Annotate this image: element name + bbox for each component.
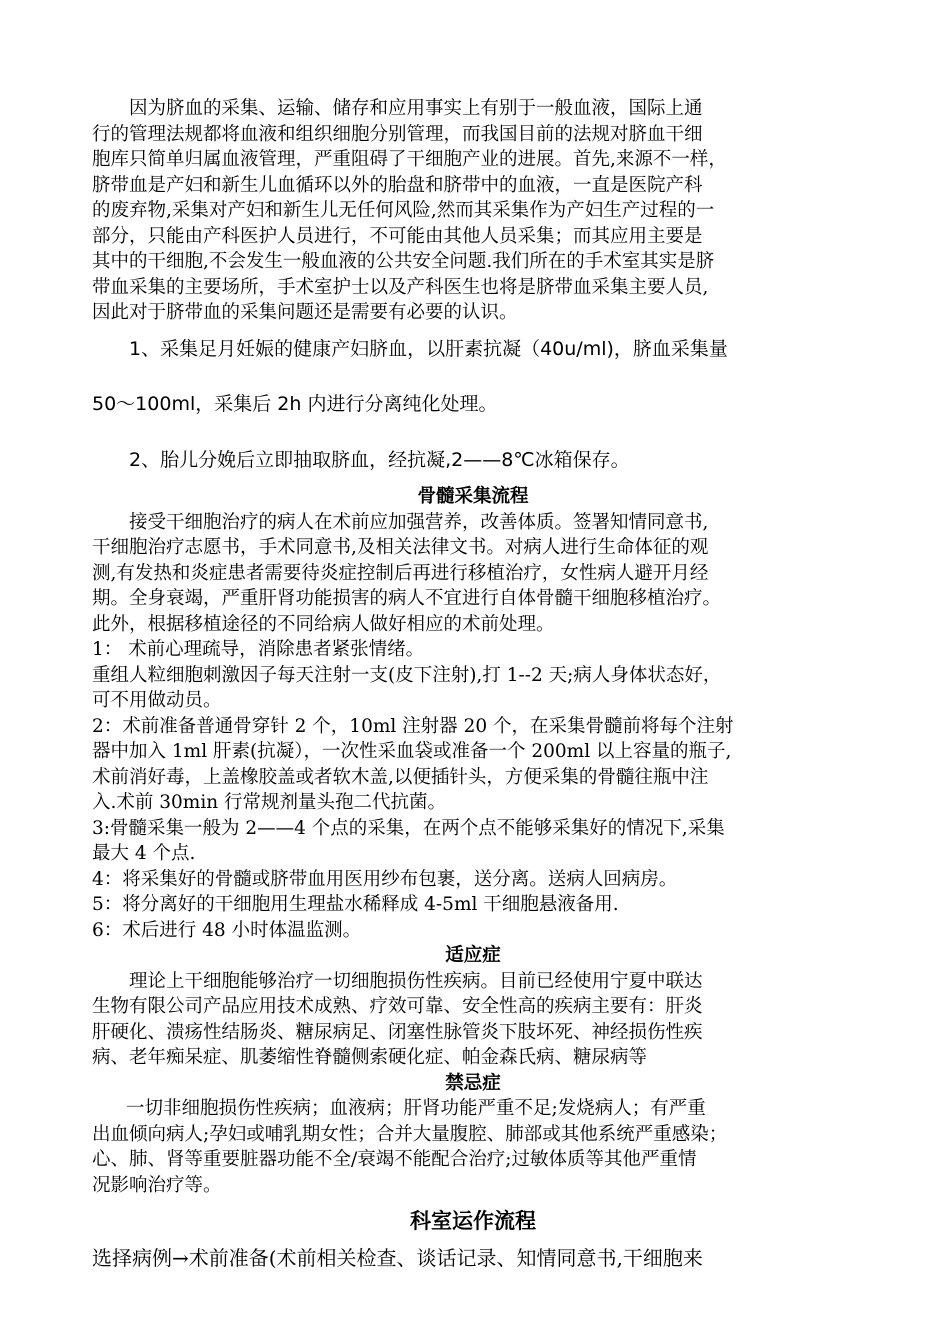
text-line: 肝硬化、溃疡性结肠炎、糖尿病足、闭塞性脉管炎下肢坏死、神经损伤性疾 <box>92 1021 703 1043</box>
text-line: 因为脐血的采集、运输、储存和应用事实上有别于一般血液，国际上通 <box>129 98 703 119</box>
step-line: 入.术前 30min 行常规剂量头孢二代抗菌。 <box>92 792 447 813</box>
step-line: 可不用做动员。 <box>92 690 222 711</box>
bone-marrow-paragraph <box>92 510 854 638</box>
text-line: 接受干细胞治疗的病人在术前应加强营养，改善体质。签署知情同意书, <box>129 511 709 533</box>
text-line: 理论上干细胞能够治疗一切细胞损伤性疾病。目前已经使用宁夏中联达 <box>129 970 703 992</box>
text-line: 况影响治疗等。 <box>92 1174 222 1196</box>
contraindications-paragraph <box>92 1096 854 1198</box>
text-line: 其中的干细胞,不会发生一般血液的公共安全问题.我们所在的手术室其实是脐 <box>92 251 715 272</box>
bone-marrow-steps <box>92 637 854 943</box>
text-line: 脐带血是产妇和新生儿血循环以外的胎盘和脐带中的血液，一直是医院产科 <box>92 174 703 196</box>
text-line: 胞库只简单归属血液管理，严重阻碍了干细胞产业的进展。首先,来源不一样， <box>92 149 727 170</box>
workflow-line: 选择病例→术前准备(术前相关检查、谈话记录、知情同意书,干细胞来 <box>92 1245 703 1270</box>
step-line: 6：术后进行 48 小时体温监测。 <box>92 919 362 941</box>
text-line: 因此对于脐带血的采集问题还是需要有必要的认识。 <box>92 302 518 323</box>
text-line: 期。全身衰竭，严重肝肾功能损害的病人不宜进行自体骨髓干细胞移植治疗。 <box>92 588 722 609</box>
step-line: 1： 术前心理疏导，消除患者紧张情绪。 <box>92 639 425 660</box>
text-line: 部分，只能由产科医护人员进行，不可能由其他人员采集；而其应用主要是 <box>92 225 703 247</box>
text-line: 带血采集的主要场所，手术室护士以及产科医生也将是脐带血采集主要人员, <box>92 276 709 298</box>
text-line: 此外，根据移植途径的不同给病人做好相应的术前处理。 <box>92 613 555 635</box>
text-line: 测,有发热和炎症患者需要待炎症控制后再进行移植治疗，女性病人避开月经 <box>92 562 709 584</box>
step-line: 4：将采集好的骨髓或脐带血用医用纱布包裹，送分离。送病人回病房。 <box>92 868 678 890</box>
text-line: 生物有限公司产品应用技术成熟、疗效可靠、安全性高的疾病主要有：肝炎 <box>92 996 703 1017</box>
text-line: 一切非细胞损伤性疾病；血液病；肝肾功能严重不足;发烧病人；有严重 <box>126 1098 706 1119</box>
text-line: 干细胞治疗志愿书，手术同意书,及相关法律文书。对病人进行生命体征的观 <box>92 537 709 558</box>
heading-bone-marrow-collection: 骨髓采集流程 <box>417 486 529 507</box>
step-line: 重组人粒细胞刺激因子每天注射一支(皮下注射),打 1--2 天;病人身体状态好， <box>92 664 722 686</box>
cord-blood-item-1-cont: 50～100ml，采集后 2h 内进行分离纯化处理。 <box>92 393 498 415</box>
text-line: 心、肺、肾等重要脏器功能不全/衰竭不能配合治疗;过敏体质等其他严重情 <box>92 1149 697 1170</box>
cord-blood-item-1: 1、采集足月妊娠的健康产妇脐血，以肝素抗凝（40u/ml)，脐血采集量 <box>129 337 728 360</box>
text-line: 行的管理法规都将血液和组织细胞分别管理，而我国目前的法规对脐血干细 <box>92 123 703 145</box>
cord-blood-paragraph <box>92 96 854 326</box>
step-line: 术前消好毒，上盖橡胶盖或者软木盖,以便插针头，方便采集的骨髓往瓶中注 <box>92 766 709 788</box>
heading-contraindications: 禁忌症 <box>445 1072 501 1094</box>
step-line: 最大 4 个点. <box>92 843 196 864</box>
cord-blood-item-2: 2、胎儿分娩后立即抽取脐血，经抗凝,2——8℃冰箱保存。 <box>129 448 630 471</box>
text-line: 病、老年痴呆症、肌萎缩性脊髓侧索硬化症、帕金森氏病、糖尿病等 <box>92 1047 648 1068</box>
indications-paragraph <box>92 969 854 1071</box>
heading-indications: 适应症 <box>445 945 501 966</box>
step-line: 器中加入 1ml 肝素(抗凝），一次性采血袋或准备一个 200ml 以上容量的瓶子, <box>92 741 732 762</box>
step-line: 5：将分离好的干细胞用生理盐水稀释成 4-5ml 干细胞悬液备用. <box>92 894 619 915</box>
text-line: 的废弃物,采集对产妇和新生儿无任何风险,然而其采集作为产妇生产过程的一 <box>92 200 715 221</box>
heading-department-workflow: 科室运作流程 <box>410 1209 536 1233</box>
step-line: 3:骨髓采集一般为 2——4 个点的采集，在两个点不能够采集好的情况下,采集 <box>92 817 725 839</box>
step-line: 2：术前准备普通骨穿针 2 个，10ml 注射器 20 个，在采集骨髓前将每个注射 <box>92 715 734 737</box>
text-line: 出血倾向病人;孕妇或哺乳期女性；合并大量腹腔、肺部或其他系统严重感染； <box>92 1123 728 1145</box>
